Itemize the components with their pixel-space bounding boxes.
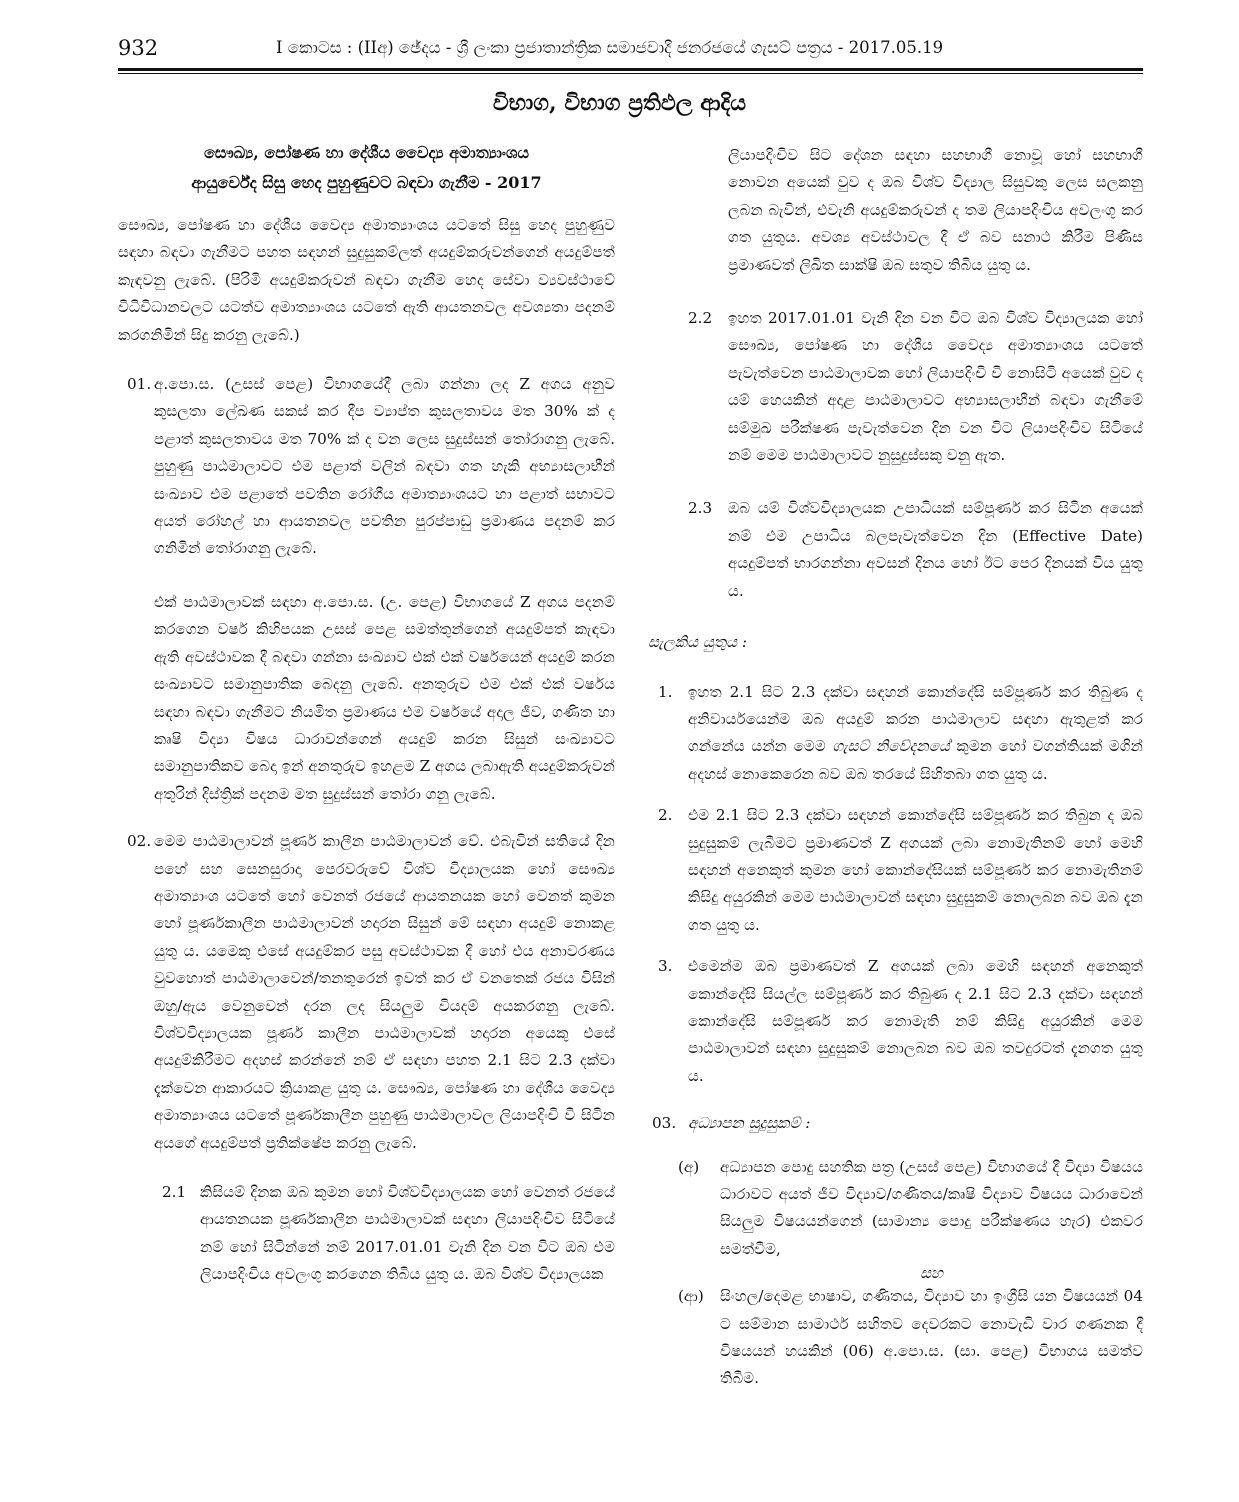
item-2-1-continuation: ලියාපදිංචිව සිට දේශන සඳහා සහභාගී නොවූ හෝ සහභාගී නොවන අයෙක් වුව ද ඔබ විශ්ව විද්‍යාල සිසුවකු ලෙස සලකනු ලබන බැවින්, එවැනි අයදුම්කරුවන් ද තම ලියාපදිංචිය අවලංගු කර ගත යුතුය. අවශ්‍ය අවස්ථාවල දී ඒ බව සනාථ කිරීම පිණිස ප්‍රමාණවත් ලිඛිත සාක්ෂි ඔබ සතුව තිබිය යුතු ය. — [728, 146, 1143, 274]
intro-paragraph: සෞඛ්‍ය, පෝෂණ හා දේශීය වෛද්‍ය අමාත්‍යාංශය යටතේ සිසු හෙද පුහුණුව සඳහා බඳවා ගැනීමට පහත සඳහන් සුදුසුකම්ලත් අයදුම්කරුවන්ගෙන් අයදුම්පත් කැඳවනු ලැබේ. (පිරිමි අයදුම්කරුවන් බඳවා ගැනීම හෙද සේවා ව්‍යවස්ථාවේ විධිවිධානවලට යටත්ව අමාත්‍යාංශය යටතේ ඇති ආයතනවල අවශ්‍යතා පදනම් කරගනිමින් සිදු කරනු ලැබේ.) — [118, 216, 615, 344]
item-03-number: 03. — [652, 1114, 677, 1133]
item-01-number: 01. — [127, 375, 152, 394]
item-2-3-para: ඔබ යම් විශ්වවිද්‍යාලයක උපාධියක් සම්පූර්ණ කර සිටින අයෙක් නම් එම උපාධිය බලපැවැත්වෙන දින (Effective Date) අයදුම්පත් භාරගන්නා අවසන් දිනය හෝ ඊට පෙර දිනයක් විය යුතු ය. — [728, 499, 1143, 600]
item-03 — [648, 1110, 1143, 1137]
right-column — [648, 138, 1143, 1393]
header-rule-thick — [118, 68, 1143, 71]
note-2-number: 2. — [658, 806, 673, 825]
notice-title-line2: ආයුර්වේද සිසු හෙද පුහුණුවට බඳවා ගැනීම - 2017 — [191, 173, 542, 192]
page-header — [118, 36, 1143, 60]
item-03-b — [648, 1283, 1143, 1393]
note-3 — [648, 953, 1143, 1090]
left-column — [118, 138, 615, 1289]
note-1-number: 1. — [658, 682, 673, 701]
item-01-para2: එක් පාඨමාලාවක් සඳහා අ.පො.ස. (උ. පෙළ) විභාගයේ Z අගය පදනම් කරගෙන වර්ෂ කිහිපයක උසස් පෙළ සමත්තුන්ගෙන් අයදුම්පත් කැඳවා ඇති අවස්ථාවක දී බඳවා ගන්නා සංඛ්‍යාව එක් එක් වර්ෂයෙන් අයදුම් කරන සංඛ්‍යාවට සමානුපාතික බෙදනු ලැබේ. අනතුරුව එම එක් එක් වර්ෂය සඳහා බඳවා ගැනීමට නියමිත ප්‍රමාණය එම වර්ෂයේ අදාල ජීව, ගණිත හා කෘෂි විද්‍යා විෂය ධාරාවන්ගෙන් අයදුම් කරන සිසුන් සංඛ්‍යාවට සමානුපාතිකව බෙදා ඉන් අනතුරුව ඉහළම Z අගය ලබාඇති අයදුම්කරුවන් අතුරින් දිස්ත්‍රික් පදනම මත සුදුස්සන් තෝරා ගනු ලැබේ. — [154, 592, 615, 803]
note-1 — [648, 679, 1143, 789]
item-2-1-continued — [648, 142, 1143, 279]
item-2-2 — [648, 305, 1143, 469]
item-02-para: මෙම පාඨමාලාවන් පූර්ණ කාලීන පාඨමාලාවන් වේ. එබැවින් සතියේ දින පහේ සහ සෙනසුරාදා පෙරවරුවේ විශ්ව විද්‍යාලයක හෝ සෞඛ්‍ය අමාත්‍යාංශ යටතේ හෝ වෙනත් රජයේ ආයතනයක හෝ වෙනත් කුමන හෝ පූර්ණකාලීන පාඨමාලාවන් හදාරන සිසුන් මේ සඳහා අයදුම් නොකළ යුතු ය. යමෙකු එසේ අයදුම්කර පසු අවස්ථාවක දී හෝ එය අනාවරණය වුවහොත් පාඨමාලාවෙන්/තනතුරෙන් ඉවත් කර ඒ වනතෙක් රජය විසින් ඔහු/ඇය වෙනුවෙන් දරන ලද සියලුම වියදම් අයකරගනු ලැබේ. විශ්වවිද්‍යාලයක පූර්ණ කාලීන පාඨමාලාවක් හදාරන අයෙකු එසේ අයදුම්කිරීමට අදහස් කරන්නේ නම් ඒ සඳහා පහත 2.1 සිට 2.3 දක්වා දැක්වෙන ආකාරයට ක්‍රියාකළ යුතු ය. සෞඛ්‍ය, පෝෂණ හා දේශීය වෛද්‍ය අමාත්‍යාංශය යටතේ පූර්ණකාලීන පුහුණු පාඨමාලාවල ලියාපදිංචි වී සිටින අයගේ අයදුම්පත් ප්‍රතික්ෂේප කරනු ලැබේ. — [154, 832, 615, 1152]
note-heading: සැලකිය යුතුය : — [648, 633, 747, 652]
item-02 — [118, 828, 615, 1157]
page-number: 932 — [118, 36, 159, 60]
note-1-gazette-italic: ගැසට් නිවේදනයේ — [832, 737, 950, 756]
note-1-text-b: කුමන හෝ වගන්තියක් මගින් අදහස් නොකෙරෙන බව ඔබ තරයේ සිහිතබා ගත යුතු ය. — [688, 737, 1143, 783]
notice-title-line1: සෞඛ්‍ය, පෝෂණ හා දේශීය වෛද්‍ය අමාත්‍යාංශය — [204, 143, 529, 162]
note-3-para: එමෙන්ම ඔබ ප්‍රමාණවත් Z අගයක් ලබා මෙහි සඳහන් අනෙකුත් කොන්දේසි සියල්ල සම්පූර්ණ කර තිබුණ ද 2.1 සිට 2.3 දක්වා සඳහන් කොන්දේසි සම්පූර්ණ කර නොමැති නම් කිසිදු අයුරකින් මෙම පාඨමාලාවන් සඳහා සුදුසුකම් නොලබන බව ඔබ තවදුරටත් දැනගත යුතු ය. — [688, 957, 1143, 1085]
note-1-para — [688, 679, 1143, 789]
item-03-a-para: අධ්‍යාපන පොදු සහතික පත්‍ර (උසස් පෙළ) විභාගයේ දී විද්‍යා විෂයය ධාරාවට අයත් ජීව විද්‍යාව/ගණිතය/කෘෂි විද්‍යාව විෂයය ධාරාවෙන් සියලුම විෂයයන්ගෙන් (සාමාන්‍ය පොදු පරීක්ෂණය හැර) එකවර සමත්වීම, — [720, 1157, 1143, 1258]
item-01 — [118, 371, 615, 808]
item-02-number: 02. — [127, 832, 152, 851]
note-2 — [648, 802, 1143, 939]
item-03-a — [648, 1154, 1143, 1264]
item-2-1-number: 2.1 — [162, 1183, 187, 1201]
item-03-a-label: (අ) — [678, 1157, 700, 1176]
item-01-para1: අ.පො.ස. (උසස් පෙළ) විභාගයේදී ලබා ගන්නා ලද Z අගය අනුව කුසලතා ලේඛණ සකස් කර දීප ව්‍යාප්ත කුසලතාවය මත 30% ක් ද පළාත් කුසලතාවය මත 70% ක් ද වන ලෙස සුදුස්සන් තෝරාගනු ලැබේ. පුහුණු පාඨමාලාවට එම පළාත් වලින් බඳවා ගත හැකි අභ්‍යාසලාභීන් සංඛ්‍යාව එම පළාතේ පවතින රෝගීය අමාත්‍යාංශයට හා පළාත් සභාවට අයත් රෝහල් හා ආයතනවල පවතින පුරප්පාඩු ප්‍රමාණය පදනම් කර ගනිමින් තෝරාගනු ලැබේ. — [154, 375, 615, 558]
item-2-3 — [648, 495, 1143, 605]
note-2-para: එම 2.1 සිට 2.3 දක්වා සඳහන් කොන්දේසි සම්පූර්ණ කර තිබුන ද ඔබ සුදුසුකම් ලැබීමට ප්‍රමාණවත් Z අගයක් ලබා නොමැතිනම් හෝ මෙහි සඳහන් අනෙකුත් කුමන හෝ කොන්දේසියක් සම්පූර්ණ කර නොමැතිනම් කිසිදු අයුරකින් මෙම පාඨමාලාවන් සඳහා සුදුසුකම් නොලබන බව ඔබ දැන ගත යුතු ය. — [688, 806, 1143, 934]
item-2-3-number: 2.3 — [688, 499, 713, 518]
item-2-2-number: 2.2 — [688, 309, 713, 328]
item-03-and: සහ — [920, 1264, 943, 1283]
section-title: විභාග, විභාග ප්‍රතිඵල ආදිය — [492, 90, 747, 116]
header-rule-thin — [118, 73, 1143, 74]
item-03-b-label: (ආ) — [678, 1287, 704, 1306]
item-2-1-para: කිසියම් දිනක ඔබ කුමන හෝ විශ්වවිද්‍යාලයක හෝ වෙනත් රජයේ ආයතනයක පූර්ණකාලීන පාඨමාලාවක් සඳහා ලියාපදිංචිව සිටියේ නම් හෝ සිටින්නේ නම් 2017.01.01 වැනි දින වන විට ඔබ එම ලියාපදිංචිය අවලංගු කරගෙන තිබිය යුතු ය. ඔබ විශ්ව විද්‍යාලයක — [200, 1183, 615, 1284]
item-03-heading: අධ්‍යාපන සුදුසුකම් : — [688, 1114, 811, 1133]
item-03-b-para: සිංහල/දෙමළ භාෂාව, ගණිතය, විද්‍යාව හා ඉංග්‍රීසි යන විෂයයන් 04 ට සම්මාන සාමාර්ථ සහිතව දෙවරකට නොවැඩි වාර ගණනක දී විෂයයන් හයකින් (06) අ.පො.ස. (සා. පෙළ) විභාගය සමත්ව තිබීම. — [720, 1287, 1143, 1388]
item-2-1 — [118, 1179, 615, 1289]
running-title: I කොටස : (IIඅ) ඡේදය - ශ්‍රී ලංකා ප්‍රජාතාන්ත්‍රික සමාජවාදී ජනරජයේ ගැසට් පත්‍රය - 2017.05.19 — [276, 38, 944, 57]
note-3-number: 3. — [658, 957, 673, 976]
item-2-2-para: ඉහත 2017.01.01 වැනි දින වන විට ඔබ විශ්ව විද්‍යාලයක හෝ සෞඛ්‍ය, පෝෂණ හා දේශීය වෛද්‍ය අමාත්‍යාංශය යටතේ පැවැත්වෙන පාඨමාලාවක හෝ ලියාපදිංචි වී නොසිටි අයෙක් වුව ද යම් හෙයකින් අදාළ පාඨමාලාවට අභ්‍යාසලාභීන් බඳවා ගැනීමේ සම්මුඛ පරීක්ෂණ පැවැත්වෙන දින වන විට ලියාපදිංචිව සිටියේ නම් මෙම පාඨමාලාවට නුසුදුස්සකු වනු ඇත. — [728, 309, 1143, 465]
note-1-text-a: ඉහත 2.1 සිට 2.3 දක්වා සඳහන් කොන්දේසි සම්පූර්ණ කර තිබුණ ද අනිවාර්යයෙන්ම ඔබ අයදුම් කරන පාඨමාලාව සඳහා ඇතුළත් කර ගන්නේය යන්න මෙම — [688, 682, 1143, 756]
